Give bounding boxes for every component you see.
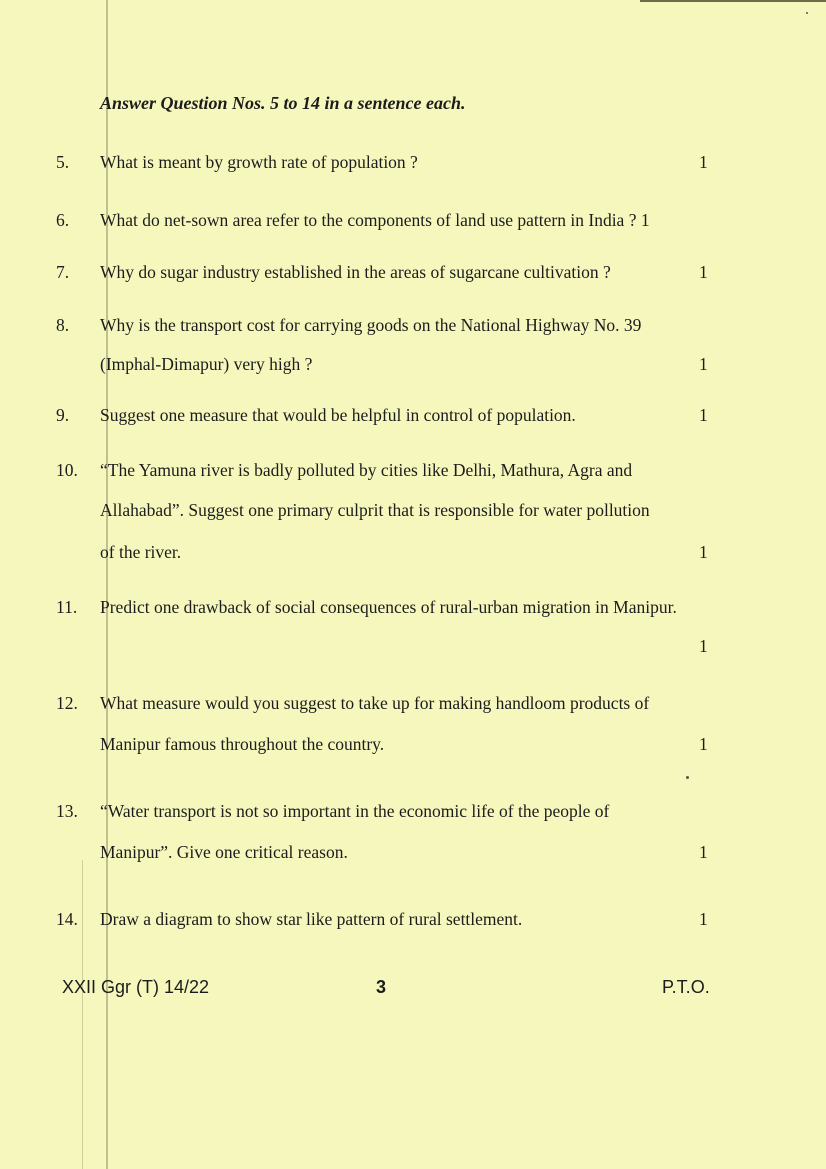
- question-text: Why is the transport cost for carrying goods on the National Highway No. 39: [100, 315, 642, 335]
- question-text: (Imphal-Dimapur) very high ?: [100, 354, 313, 374]
- question-number: 6.: [56, 210, 70, 230]
- question-mark: 1: [699, 909, 708, 929]
- question-text: Suggest one measure that would be helpful in control of population.: [100, 405, 576, 425]
- question-mark: 1: [699, 354, 708, 374]
- question-mark: 1: [699, 262, 708, 282]
- question-number: 7.: [56, 262, 70, 282]
- question-text: What do net-sown area refer to the components of land use pattern in India ? 1: [100, 210, 650, 230]
- question-number: 9.: [56, 405, 70, 425]
- speck: [806, 12, 808, 14]
- question-text: What is meant by growth rate of population ?: [100, 152, 418, 172]
- section-instruction: Answer Question Nos. 5 to 14 in a sentence each.: [100, 93, 466, 113]
- question-text: “Water transport is not so important in the economic life of the people of: [100, 801, 610, 821]
- please-turn-over: P.T.O.: [662, 977, 710, 997]
- question-mark: 1: [699, 405, 708, 425]
- speck: [686, 776, 689, 779]
- question-mark: 1: [699, 542, 708, 562]
- question-number: 12.: [56, 693, 78, 713]
- question-mark: 1: [699, 152, 708, 172]
- question-text: Predict one drawback of social consequences of rural-urban migration in Manipur.: [100, 597, 677, 617]
- question-text: What measure would you suggest to take up for making handloom products of: [100, 693, 650, 713]
- question-mark: 1: [699, 842, 708, 862]
- question-number: 11.: [56, 597, 78, 617]
- question-mark: 1: [699, 636, 708, 656]
- question-number: 5.: [56, 152, 70, 172]
- question-text: Manipur famous throughout the country.: [100, 734, 385, 754]
- question-text: Manipur”. Give one critical reason.: [100, 842, 348, 862]
- question-number: 14.: [56, 909, 78, 929]
- paper-code: XXII Ggr (T) 14/22: [62, 977, 210, 997]
- question-text: Why do sugar industry established in the areas of sugarcane cultivation ?: [100, 262, 611, 282]
- question-text: Allahabad”. Suggest one primary culprit that is responsible for water pollution: [100, 500, 650, 520]
- question-text: of the river.: [100, 542, 182, 562]
- question-text: “The Yamuna river is badly polluted by cities like Delhi, Mathura, Agra and: [100, 460, 633, 480]
- question-mark: 1: [699, 734, 708, 754]
- page-number: 3: [376, 977, 387, 997]
- question-number: 8.: [56, 315, 70, 335]
- question-number: 10.: [56, 460, 78, 480]
- question-text: Draw a diagram to show star like pattern of rural settlement.: [100, 909, 523, 929]
- question-number: 13.: [56, 801, 78, 821]
- top-rule: [640, 0, 826, 2]
- margin-line-secondary: [82, 860, 83, 1169]
